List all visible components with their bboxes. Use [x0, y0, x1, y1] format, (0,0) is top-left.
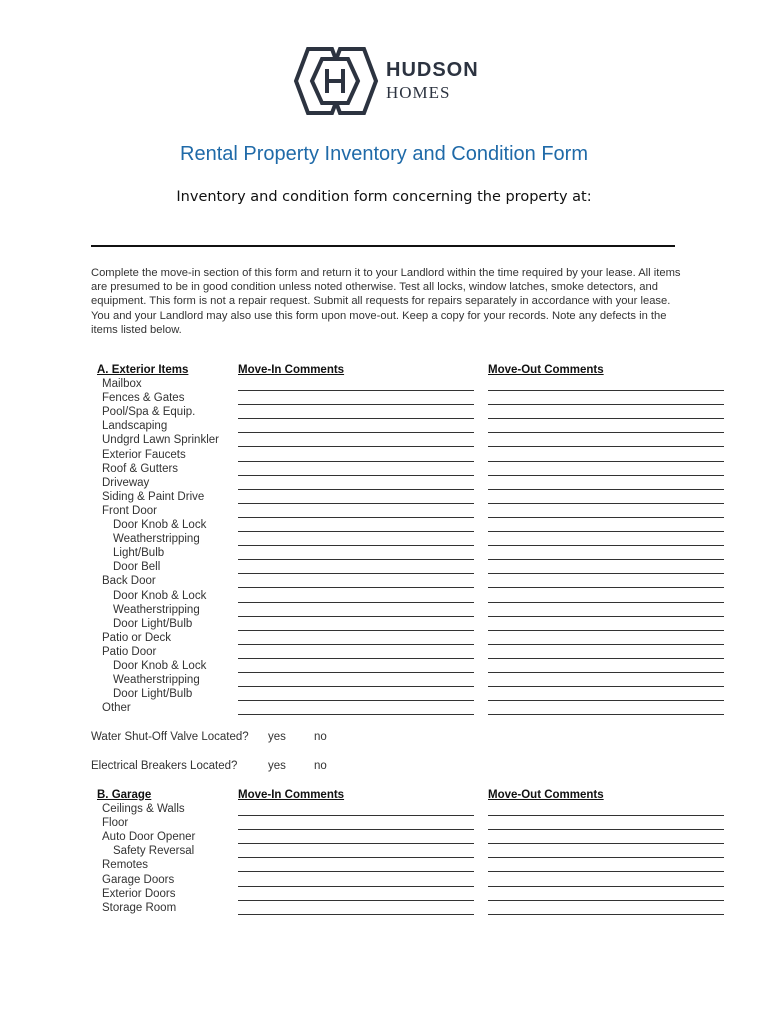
section-a-item-label: Door Knob & Lock	[113, 589, 207, 602]
section-b-item-label: Auto Door Opener	[102, 831, 196, 844]
section-b-moveout-comment-line[interactable]	[488, 886, 724, 887]
section-a-moveout-comment-line[interactable]	[488, 559, 724, 560]
section-a-item-label: Light/Bulb	[113, 547, 165, 560]
section-a-moveout-comment-line[interactable]	[488, 602, 724, 603]
section-a-item-label: Door Knob & Lock	[113, 519, 207, 531]
section-a-moveout-comment-line[interactable]	[488, 475, 724, 476]
section-a-moveout-comment-line[interactable]	[488, 630, 724, 631]
hexagon-h-icon	[290, 45, 382, 117]
section-b-moveout-comment-line[interactable]	[488, 857, 724, 858]
section-a-item-label: Patio Door	[102, 645, 157, 658]
section-a-movein-comment-line[interactable]	[238, 672, 474, 673]
section-a-item-label: Weatherstripping	[113, 603, 200, 616]
section-b-item-label: Remotes	[102, 859, 149, 872]
section-a-movein-comment-line[interactable]	[238, 644, 474, 645]
section-b-heading: B. Garage	[97, 789, 152, 801]
property-address-line[interactable]	[91, 245, 675, 247]
section-a-moveout-comment-line[interactable]	[488, 658, 724, 659]
section-a-item-label: Exterior Faucets	[102, 448, 186, 461]
section-a-item-label: Weatherstripping	[113, 533, 200, 546]
section-b-moveout-comment-line[interactable]	[488, 900, 724, 901]
section-a-moveout-comment-line[interactable]	[488, 503, 724, 504]
section-a-movein-comment-line[interactable]	[238, 461, 474, 462]
section-a-item-label: Door Light/Bulb	[113, 688, 193, 701]
section-a-moveout-comment-line[interactable]	[488, 672, 724, 673]
section-a-item-label: Door Light/Bulb	[113, 617, 193, 630]
section-a-movein-comment-line[interactable]	[238, 686, 474, 687]
section-a-moveout-comment-line[interactable]	[488, 686, 724, 687]
section-a-movein-comment-line[interactable]	[238, 418, 474, 419]
form-subtitle: Inventory and condition form concerning the property at:	[176, 189, 592, 205]
section-a-movein-comment-line[interactable]	[238, 559, 474, 560]
section-a-moveout-comment-line[interactable]	[488, 418, 724, 419]
intro-paragraph: Complete the move-in section of this form and return it to your Landlord within the time required by your lease. All items are presumed to be in good condition unless noted otherwise. Test all locks, window latches, smoke detectors, and equipment. This form is not a repair request. Submit all requests for repairs separately in accordance with your lease. You and your Landlord may also use this form upon move-out. Keep a copy for your records. Note any defects in the items listed below.	[91, 267, 681, 336]
brand-name: HUDSON	[386, 59, 479, 81]
section-b-item-label: Exterior Doors	[102, 887, 176, 900]
section-a-movein-comment-line[interactable]	[238, 489, 474, 490]
section-b-moveout-header: Move-Out Comments	[488, 789, 604, 801]
section-b-movein-header: Move-In Comments	[238, 789, 345, 801]
section-a-movein-comment-line[interactable]	[238, 616, 474, 617]
section-a-moveout-comment-line[interactable]	[488, 404, 724, 405]
question-yes-option[interactable]: yes	[268, 760, 286, 772]
section-a-item-label: Door Knob & Lock	[113, 660, 207, 672]
section-a-movein-comment-line[interactable]	[238, 545, 474, 546]
section-a-movein-comment-line[interactable]	[238, 700, 474, 701]
section-a-item-label: Back Door	[102, 575, 156, 588]
section-b-movein-comment-line[interactable]	[238, 829, 474, 830]
section-a-moveout-comment-line[interactable]	[488, 714, 724, 715]
section-a-item-label: Patio or Deck	[102, 631, 172, 644]
section-b-item-label: Ceilings & Walls	[102, 803, 185, 815]
hudson-homes-logo	[290, 45, 482, 117]
section-a-movein-comment-line[interactable]	[238, 432, 474, 433]
section-a-movein-comment-line[interactable]	[238, 587, 474, 588]
section-a-movein-comment-line[interactable]	[238, 404, 474, 405]
section-b-movein-comment-line[interactable]	[238, 886, 474, 887]
section-a-movein-comment-line[interactable]	[238, 658, 474, 659]
question-label: Water Shut-Off Valve Located?	[91, 731, 249, 743]
section-a-moveout-comment-line[interactable]	[488, 644, 724, 645]
section-a-moveout-comment-line[interactable]	[488, 446, 724, 447]
section-a-moveout-comment-line[interactable]	[488, 531, 724, 532]
section-a-movein-comment-line[interactable]	[238, 630, 474, 631]
section-a-movein-comment-line[interactable]	[238, 573, 474, 574]
section-b-movein-comment-line[interactable]	[238, 857, 474, 858]
section-a-moveout-comment-line[interactable]	[488, 461, 724, 462]
section-b-moveout-comment-line[interactable]	[488, 914, 724, 915]
section-a-moveout-comment-line[interactable]	[488, 517, 724, 518]
section-a-movein-header: Move-In Comments	[238, 364, 345, 376]
section-b-movein-comment-line[interactable]	[238, 900, 474, 901]
section-a-heading: A. Exterior Items	[97, 364, 189, 376]
section-a-moveout-comment-line[interactable]	[488, 489, 724, 490]
section-a-movein-comment-line[interactable]	[238, 503, 474, 504]
section-b-item-label: Storage Room	[102, 901, 177, 914]
section-a-movein-comment-line[interactable]	[238, 602, 474, 603]
section-a-item-label: Driveway	[102, 476, 150, 489]
section-a-item-label: Other	[102, 702, 131, 715]
section-a-movein-comment-line[interactable]	[238, 517, 474, 518]
section-a-moveout-comment-line[interactable]	[488, 390, 724, 391]
section-b-movein-comment-line[interactable]	[238, 843, 474, 844]
section-b-moveout-comment-line[interactable]	[488, 815, 724, 816]
section-a-item-label: Door Bell	[113, 561, 161, 574]
section-a-moveout-comment-line[interactable]	[488, 545, 724, 546]
question-yes-option[interactable]: yes	[268, 731, 286, 743]
section-a-movein-comment-line[interactable]	[238, 531, 474, 532]
section-a-item-label: Undgrd Lawn Sprinkler	[102, 434, 219, 447]
question-no-option[interactable]: no	[314, 760, 327, 772]
section-b-item-label: Garage Doors	[102, 873, 175, 886]
section-a-movein-comment-line[interactable]	[238, 475, 474, 476]
section-a-movein-comment-line[interactable]	[238, 446, 474, 447]
section-a-moveout-comment-line[interactable]	[488, 432, 724, 433]
section-a-item-label: Front Door	[102, 504, 157, 517]
section-a-item-label: Weatherstripping	[113, 674, 200, 687]
section-a-item-label: Landscaping	[102, 420, 168, 433]
question-label: Electrical Breakers Located?	[91, 760, 238, 772]
section-a-item-label: Pool/Spa & Equip.	[102, 406, 196, 419]
form-title: Rental Property Inventory and Condition Form	[180, 143, 588, 165]
section-a-moveout-comment-line[interactable]	[488, 587, 724, 588]
section-b-item-label: Safety Reversal	[113, 845, 195, 858]
section-a-item-label: Roof & Gutters	[102, 462, 179, 475]
section-a-movein-comment-line[interactable]	[238, 714, 474, 715]
brand-tagline: HOMES	[386, 83, 451, 102]
section-b-moveout-comment-line[interactable]	[488, 829, 724, 830]
question-no-option[interactable]: no	[314, 731, 327, 743]
section-b-movein-comment-line[interactable]	[238, 815, 474, 816]
section-a-moveout-comment-line[interactable]	[488, 616, 724, 617]
section-b-item-label: Floor	[102, 817, 129, 830]
section-b-movein-comment-line[interactable]	[238, 871, 474, 872]
section-a-movein-comment-line[interactable]	[238, 390, 474, 391]
section-a-item-label: Mailbox	[102, 378, 142, 390]
section-a-item-label: Siding & Paint Drive	[102, 490, 205, 503]
section-a-moveout-header: Move-Out Comments	[488, 364, 604, 376]
section-b-moveout-comment-line[interactable]	[488, 871, 724, 872]
section-a-moveout-comment-line[interactable]	[488, 573, 724, 574]
section-b-moveout-comment-line[interactable]	[488, 843, 724, 844]
section-a-moveout-comment-line[interactable]	[488, 700, 724, 701]
section-a-item-label: Fences & Gates	[102, 392, 185, 405]
section-b-movein-comment-line[interactable]	[238, 914, 474, 915]
